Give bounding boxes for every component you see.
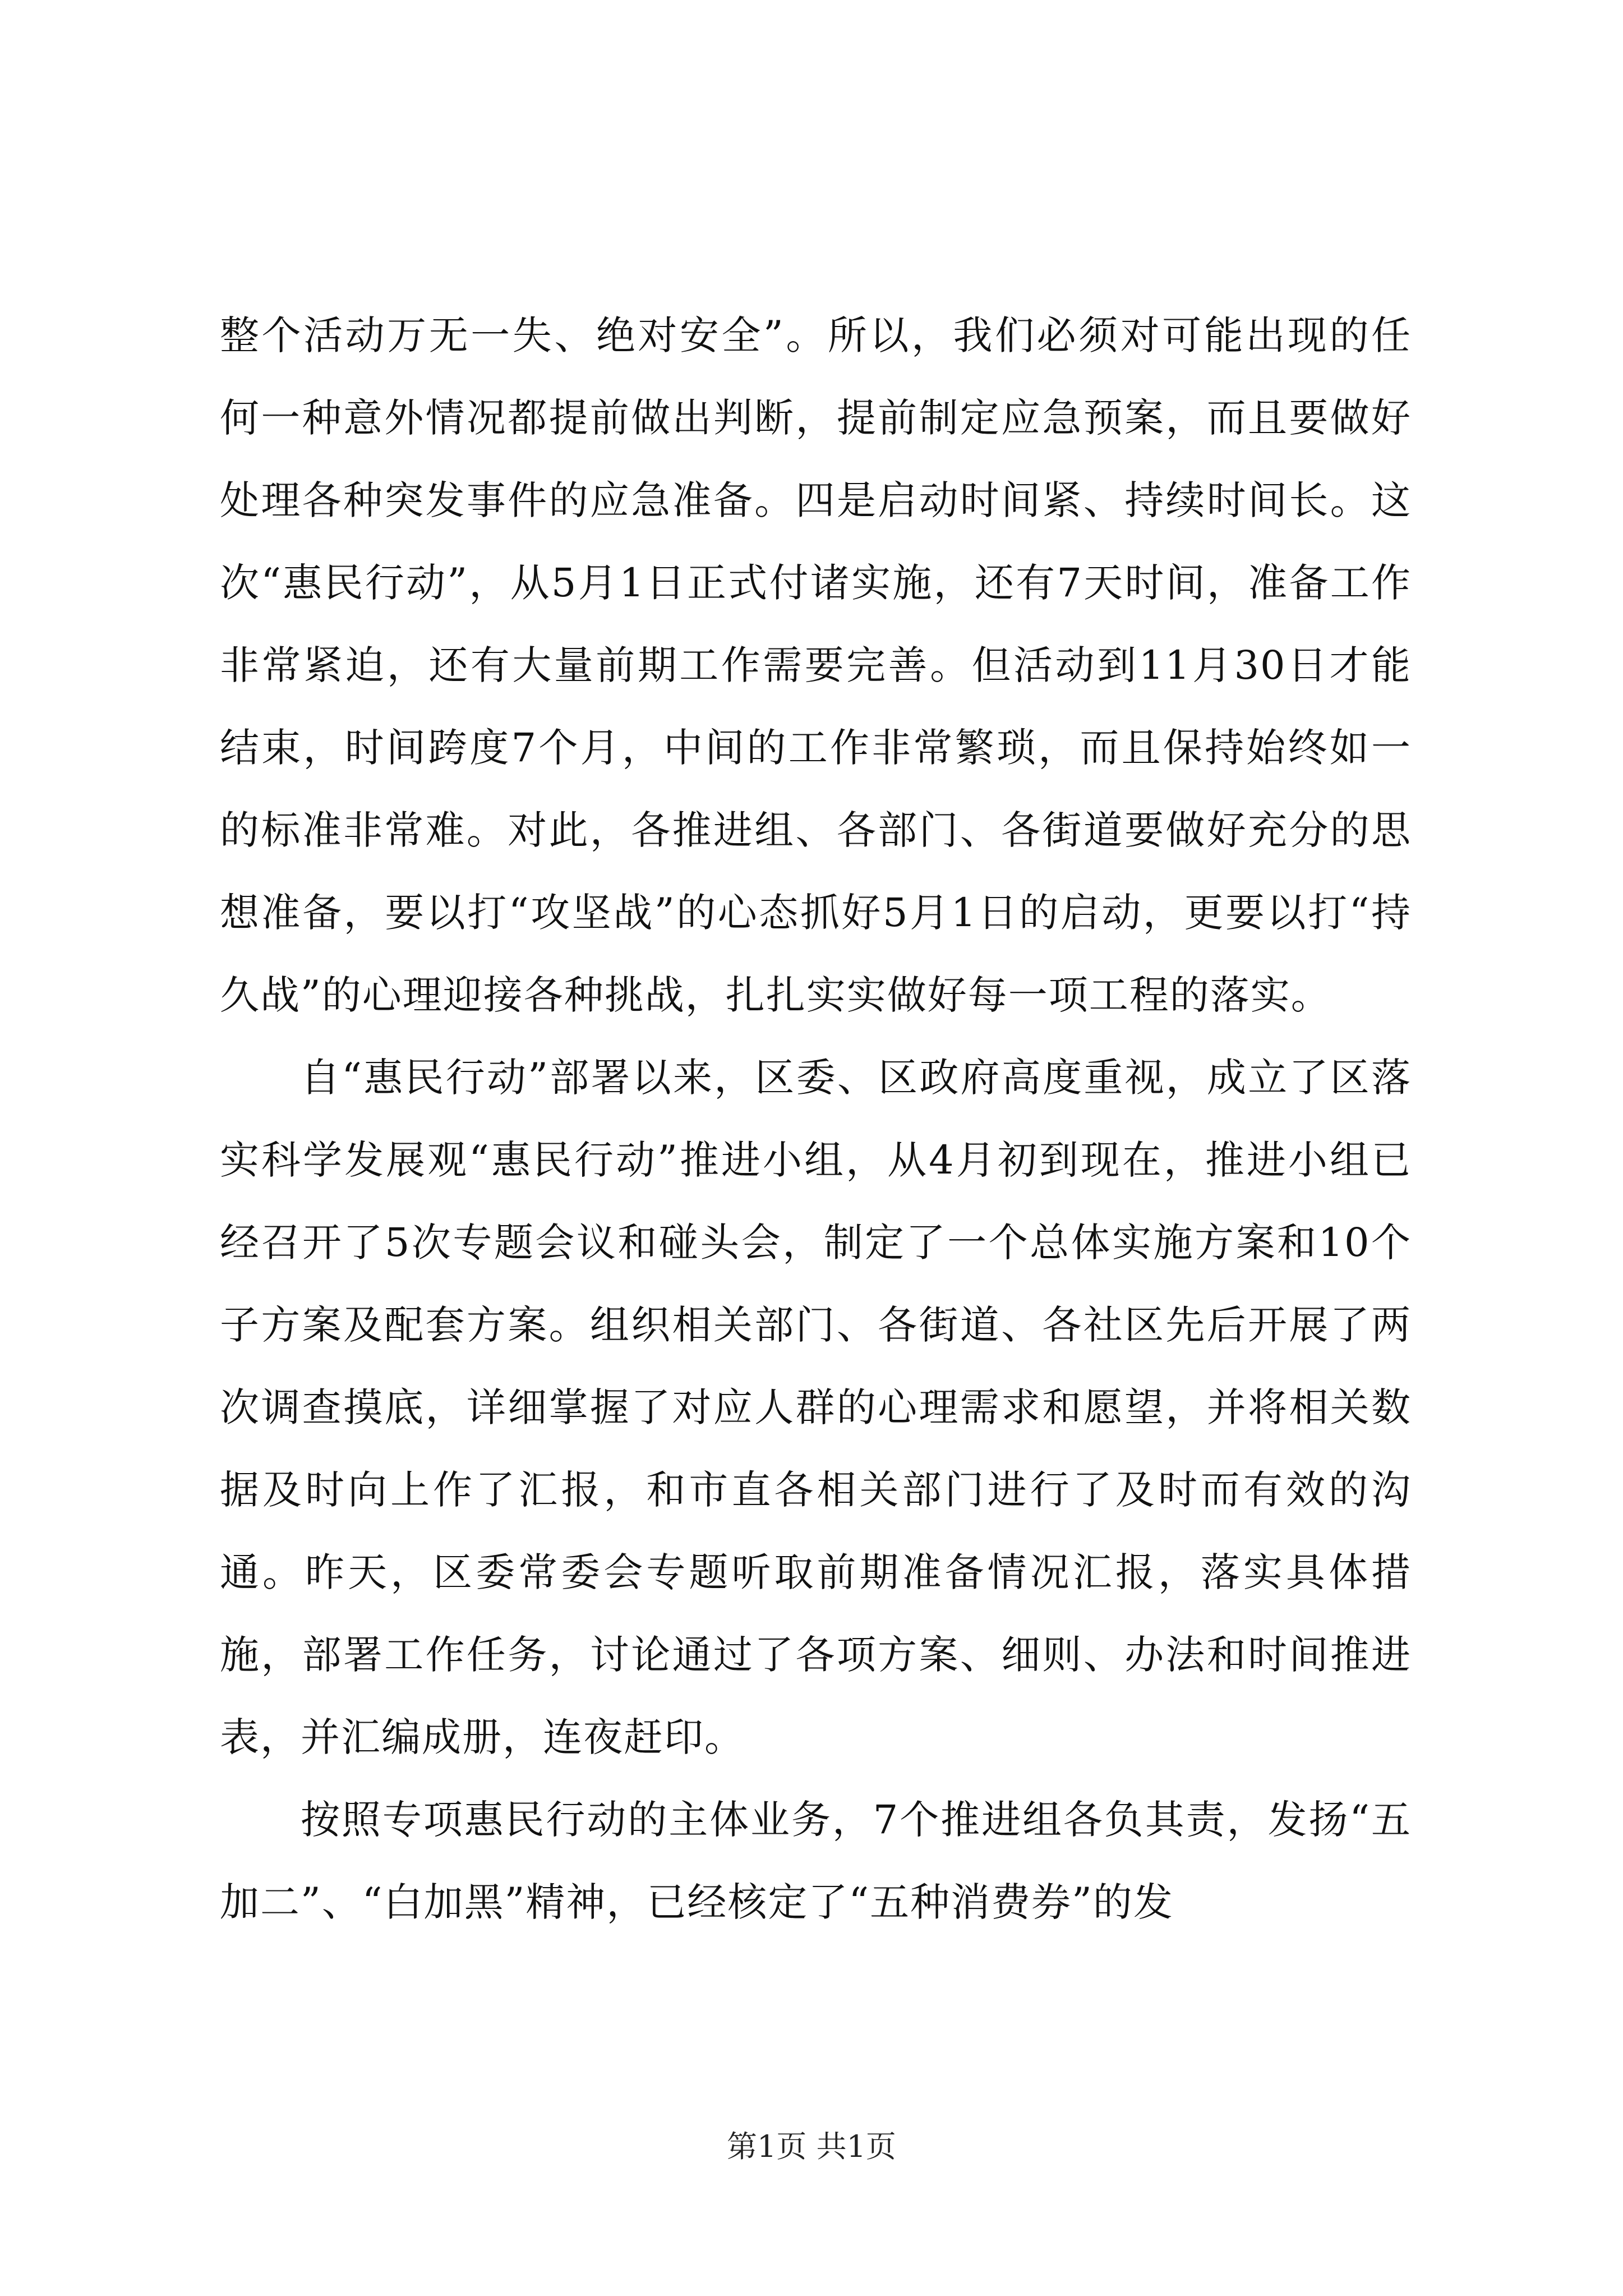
paragraph-huimin-deployment: 自“惠民行动”部署以来，区委、区政府高度重视，成立了区落实科学发展观“惠民行动”推进小组，从4月初到现在，推进小组已经召开了5次专题会议和碰头会，制定了一个总体实施方案和10个子方案及配套方案。组织相关部门、各街道、各社区先后开展了两次调查摸底，详细掌握了对应人群的心理需求和愿望，并将相关数据及时向上作了汇报，和市直各相关部门进行了及时而有效的沟通。昨天，区委常委会专题听取前期准备情况汇报，落实具体措施，部署工作任务，讨论通过了各项方案、细则、办法和时间推进表，并汇编成册，连夜赶印。 — [220, 1055, 1412, 1760]
page-footer: 第1页 共1页 — [727, 2129, 896, 2164]
paragraph-promotion-groups: 按照专项惠民行动的主体业务，7个推进组各负其责，发扬“五加二”、“白加黑”精神，已经核定了“五种消费券”的发 — [220, 1797, 1412, 1925]
document-body — [220, 295, 1412, 1944]
paragraph-continuation: 整个活动万无一失、绝对安全”。所以，我们必须对可能出现的任何一种意外情况都提前做出判断，提前制定应急预案，而且要做好处理各种突发事件的应急准备。四是启动时间紧、持续时间长。这次“惠民行动”，从5月1日正式付诸实施，还有7天时间，准备工作非常紧迫，还有大量前期工作需要完善。但活动到11月30日才能结束，时间跨度7个月，中间的工作非常繁琐，而且保持始终如一的标准非常难。对此，各推进组、各部门、各街道要做好充分的思想准备，要以打“攻坚战”的心态抓好5月1日的启动，更要以打“持久战”的心理迎接各种挑战，扎扎实实做好每一项工程的落实。 — [220, 312, 1412, 1018]
